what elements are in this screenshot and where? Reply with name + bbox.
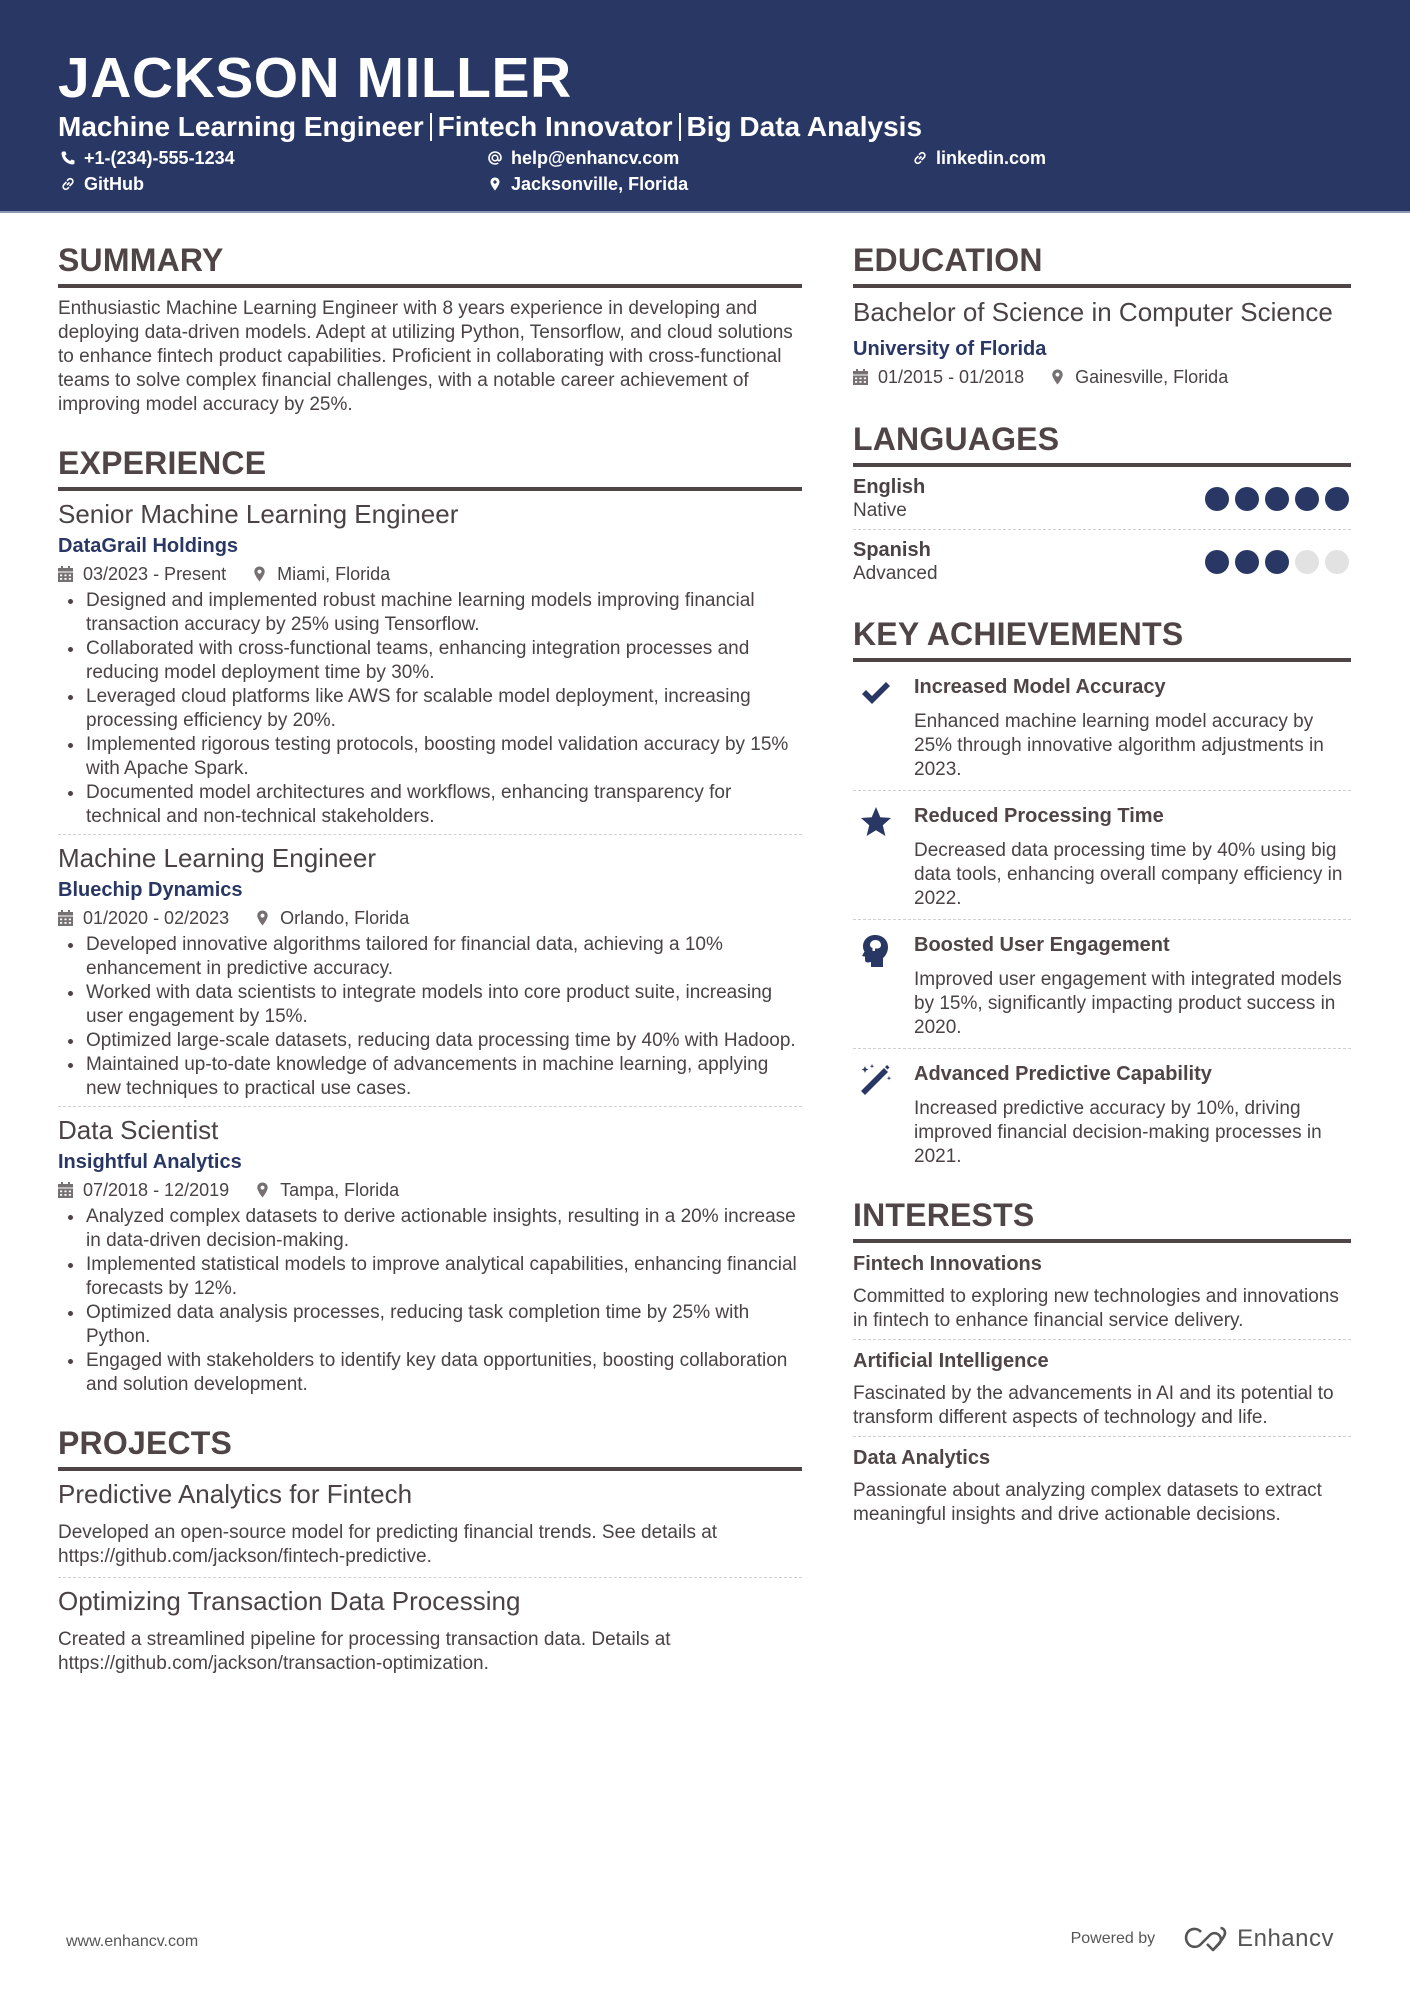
interest-title: Fintech Innovations <box>853 1253 1042 1275</box>
achievement-item <box>853 790 1351 919</box>
headline <box>58 110 922 144</box>
job-title: Data Scientist <box>58 1115 219 1145</box>
at-icon <box>487 150 503 166</box>
calendar-icon <box>58 566 73 582</box>
job-location: Orlando, Florida <box>255 906 409 930</box>
location-pin-icon <box>255 910 270 926</box>
interest-item <box>853 1243 1351 1339</box>
summary-text: Enthusiastic Machine Learning Engineer with 8 years experience in developing and deploying data-driven models. Adept at utilizing Python, Tensorflow, and cloud solutions to enhance fintech product capabilities. Proficient in collaborating with cross-functional teams to solve complex financial challenges, with a notable career achievement of improving model accuracy by 25%. <box>58 298 793 415</box>
projects-section <box>58 1423 802 1676</box>
interest-description: Fascinated by the advancements in AI and its potential to transform different aspects of technology and life. <box>853 1383 1334 1428</box>
interests-section <box>853 1195 1351 1533</box>
headline-separator <box>679 113 681 141</box>
job-meta <box>58 562 802 586</box>
interest-item <box>853 1339 1351 1436</box>
section-title-education: EDUCATION <box>853 242 1043 278</box>
check-icon <box>859 676 893 710</box>
language-level: Advanced <box>853 563 938 584</box>
job-meta <box>58 1178 802 1202</box>
rating-dot <box>1325 550 1349 574</box>
language-item <box>853 467 1351 529</box>
headline-separator <box>430 113 432 141</box>
calendar-icon <box>853 369 868 385</box>
job-title: Machine Learning Engineer <box>58 843 376 873</box>
job-meta <box>58 906 802 930</box>
language-rating <box>1205 487 1349 511</box>
bullet-item: Optimized data analysis processes, reducing task completion time by 25% with Python. <box>58 1301 802 1349</box>
languages-section <box>853 419 1351 592</box>
experience-item <box>58 834 802 1101</box>
job-bullets <box>58 589 802 829</box>
rating-dot <box>1235 487 1259 511</box>
company-name: Bluechip Dynamics <box>58 879 243 901</box>
resume-header <box>0 0 1410 213</box>
phone-icon <box>60 150 76 166</box>
location-pin-icon <box>255 1182 270 1198</box>
bullet-item: Analyzed complex datasets to derive actionable insights, resulting in a 20% increase in data-driven decision-making. <box>58 1205 802 1253</box>
project-description: Created a streamlined pipeline for processing transaction data. Details at https://github.com/jackson/transaction-optimization. <box>58 1629 671 1674</box>
achievement-item <box>853 662 1351 790</box>
rating-dot <box>1205 550 1229 574</box>
brand-name: Enhancv <box>1237 1925 1334 1952</box>
calendar-icon <box>58 910 73 926</box>
brain-head-icon <box>859 934 893 968</box>
rating-dot <box>1235 550 1259 574</box>
interest-title: Artificial Intelligence <box>853 1350 1049 1372</box>
achievement-description: Decreased data processing time by 40% using big data tools, enhancing overall company efficiency in 2022. <box>914 840 1343 909</box>
left-column <box>58 240 802 1676</box>
job-dates: 07/2018 - 12/2019 <box>58 1178 229 1202</box>
section-title-achievements: KEY ACHIEVEMENTS <box>853 616 1184 652</box>
achievements-section <box>853 614 1351 1177</box>
achievement-item <box>853 919 1351 1048</box>
location-pin-icon <box>1050 369 1065 385</box>
achievement-description: Enhanced machine learning model accuracy by 25% through innovative algorithm adjustments in 2023. <box>914 711 1324 780</box>
candidate-name: JACKSON MILLER <box>58 46 572 110</box>
section-divider <box>853 284 1351 288</box>
headline-part: Machine Learning Engineer <box>58 111 424 142</box>
language-level: Native <box>853 500 907 521</box>
project-item <box>58 1577 802 1676</box>
rating-dot <box>1325 487 1349 511</box>
language-item <box>853 529 1351 592</box>
project-title: Predictive Analytics for Fintech <box>58 1479 413 1509</box>
education-section <box>853 240 1351 389</box>
calendar-icon <box>58 1182 73 1198</box>
rating-dot <box>1265 487 1289 511</box>
company-name: DataGrail Holdings <box>58 535 239 557</box>
contact-location: Jacksonville, Florida <box>487 173 688 195</box>
footer-website-link[interactable]: www.enhancv.com <box>66 1933 199 1950</box>
bullet-item: Leveraged cloud platforms like AWS for scalable model deployment, increasing processing efficiency by 20%. <box>58 685 802 733</box>
bullet-item: Optimized large-scale datasets, reducing data processing time by 40% with Hadoop. <box>58 1029 802 1053</box>
achievement-description: Increased predictive accuracy by 10%, driving improved financial decision-making processes in 2021. <box>914 1098 1322 1167</box>
magic-wand-icon <box>859 1063 893 1097</box>
degree-title: Bachelor of Science in Computer Science <box>853 297 1333 327</box>
job-location: Tampa, Florida <box>255 1178 399 1202</box>
school-name: University of Florida <box>853 338 1047 360</box>
rating-dot <box>1295 550 1319 574</box>
location-pin-icon <box>487 176 503 192</box>
section-title-experience: EXPERIENCE <box>58 445 267 481</box>
interest-description: Passionate about analyzing complex datasets to extract meaningful insights and drive actionable decisions. <box>853 1480 1322 1525</box>
link-icon <box>60 176 76 192</box>
job-bullets <box>58 1205 802 1397</box>
interest-title: Data Analytics <box>853 1447 991 1469</box>
project-description: Developed an open-source model for predicting financial trends. See details at https://github.com/jackson/fintech-predictive. <box>58 1522 718 1567</box>
bullet-item: Maintained up-to-date knowledge of advancements in machine learning, applying new techniques to practical use cases. <box>58 1053 802 1101</box>
achievement-description: Improved user engagement with integrated models by 15%, significantly impacting product success in 2020. <box>914 969 1342 1038</box>
rating-dot <box>1265 550 1289 574</box>
job-bullets <box>58 933 802 1101</box>
language-rating <box>1205 550 1349 574</box>
job-location: Miami, Florida <box>252 562 390 586</box>
achievement-title: Boosted User Engagement <box>914 934 1170 956</box>
section-title-summary: SUMMARY <box>58 242 224 278</box>
headline-part: Big Data Analysis <box>686 111 923 142</box>
link-icon <box>912 150 928 166</box>
experience-item <box>58 491 802 829</box>
job-title: Senior Machine Learning Engineer <box>58 499 459 529</box>
right-column <box>853 240 1351 1533</box>
project-item <box>58 1471 802 1569</box>
section-title-interests: INTERESTS <box>853 1197 1035 1233</box>
education-dates: 01/2015 - 01/2018 <box>853 365 1024 389</box>
section-title-projects: PROJECTS <box>58 1425 233 1461</box>
job-dates: 01/2020 - 02/2023 <box>58 906 229 930</box>
project-title: Optimizing Transaction Data Processing <box>58 1586 521 1616</box>
summary-section <box>58 240 802 417</box>
section-divider <box>58 284 802 288</box>
language-name: English <box>853 476 926 498</box>
bullet-item: Worked with data scientists to integrate models into core product suite, increasing user engagement by 15%. <box>58 981 802 1029</box>
bullet-item: Engaged with stakeholders to identify key data opportunities, boosting collaboration and solution development. <box>58 1349 802 1397</box>
achievement-title: Advanced Predictive Capability <box>914 1063 1212 1085</box>
rating-dot <box>1205 487 1229 511</box>
contact-phone[interactable]: +1-(234)-555-1234 <box>60 147 235 169</box>
rating-dot <box>1295 487 1319 511</box>
bullet-item: Documented model architectures and workflows, enhancing transparency for technical and non-technical stakeholders. <box>58 781 802 829</box>
education-meta <box>853 365 1351 389</box>
interest-item <box>853 1436 1351 1533</box>
location-pin-icon <box>252 566 267 582</box>
headline-part: Fintech Innovator <box>437 111 673 142</box>
education-location: Gainesville, Florida <box>1050 365 1228 389</box>
interest-description: Committed to exploring new technologies and innovations in fintech to enhance financial service delivery. <box>853 1286 1339 1331</box>
job-dates: 03/2023 - Present <box>58 562 226 586</box>
powered-by-label: Powered by <box>1070 1930 1156 1947</box>
bullet-item: Implemented rigorous testing protocols, boosting model validation accuracy by 15% with Apache Spark. <box>58 733 802 781</box>
section-title-languages: LANGUAGES <box>853 421 1060 457</box>
bullet-item: Developed innovative algorithms tailored for financial data, achieving a 10% enhancement in predictive accuracy. <box>58 933 802 981</box>
achievement-item <box>853 1048 1351 1177</box>
bullet-item: Collaborated with cross-functional teams, enhancing integration processes and reducing model deployment time by 30%. <box>58 637 802 685</box>
language-name: Spanish <box>853 539 931 561</box>
experience-item <box>58 1106 802 1397</box>
enhancv-logo-icon <box>1183 1926 1229 1952</box>
contact-email[interactable]: help@enhancv.com <box>487 147 679 169</box>
footer-branding[interactable] <box>1071 1925 1334 1953</box>
achievement-title: Increased Model Accuracy <box>914 676 1166 698</box>
contact-github[interactable]: GitHub <box>60 173 144 195</box>
bullet-item: Designed and implemented robust machine learning models improving financial transaction accuracy by 25% using Tensorflow. <box>58 589 802 637</box>
star-icon <box>859 805 893 839</box>
bullet-item: Implemented statistical models to improve analytical capabilities, enhancing financial forecasts by 12%. <box>58 1253 802 1301</box>
company-name: Insightful Analytics <box>58 1151 242 1173</box>
achievement-title: Reduced Processing Time <box>914 805 1164 827</box>
contact-linkedin[interactable]: linkedin.com <box>912 147 1046 169</box>
experience-section <box>58 443 802 1397</box>
